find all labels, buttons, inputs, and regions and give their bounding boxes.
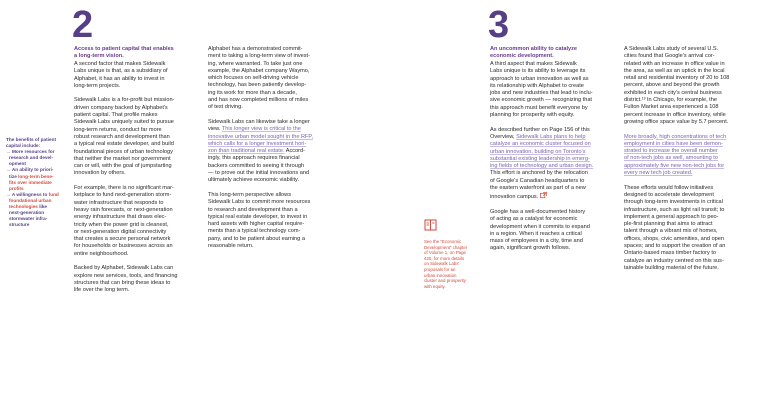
- paragraph: Alphabet has a demonstrated commit- ment to taking a long-term view of invest- ing, where warranted. To take just one example, the Alphabet company Waymo, which focuses on self-driving vehicle technology, has been patiently develop- ing its work for more than a decade, and has now completed millions of miles of test driving.: [208, 46, 310, 111]
- section-3-column-1: [490, 61, 620, 253]
- book-icon: [424, 218, 438, 230]
- callout-item: [6, 149, 72, 167]
- paragraph: These efforts would follow initiatives designed to accelerate development through long-term investments in critical infrastructure, such as light rail transit; to implement a general approach to peo- ple-first planning that aims to attract talent through a vibrant mix of homes, offices, shops, civic amenities, and open spaces; and to support the creation of an Ontario-based mass timber factory to catalyze an industry centred on this sus- tainable building material of the future.: [624, 184, 726, 271]
- callout-item-text: A willingness to: [11, 191, 49, 197]
- callout-item-text: More resources for research and devel- opment: [9, 149, 55, 167]
- text: Sidewalk Labs can likewise take a longer view.: [208, 118, 310, 133]
- section-number-2: 2: [72, 4, 93, 46]
- callout-title: The benefits of patient capital include:: [6, 137, 57, 149]
- section-2-heading: Access to patient capital that enables a long-term vision.: [74, 46, 174, 60]
- paragraph: For example, there is no significant mar- ketplace to fund next-generation storm- water infrastructure that responds to heavy rain forecasts, or next-generation energy infrastructure that draws elec- tricity when the power grid is cleanest, or next-generation digital connectivity that creates a secure personal network for households or businesses across an entire neighbourhood.: [74, 185, 174, 257]
- paragraph: A Sidewalk Labs study of several U.S. cities found that Google's arrival cor- related with an increase in office value in the area, as well as an uptick in the local retail and residential inventory of 20 to 108 percent, above and beyond the growth exhibited in each city's central business district.¹³ In Chicago, for example, the Fulton Market area experienced a 108 percent increase in office inventory, while growing office space value by 5.7 percent.: [624, 46, 730, 125]
- callout-item: [6, 167, 72, 191]
- highlighted-text: This longer view is critical to the innovative urban model sought in the RFP, which calls for a longer investment hori- zon than traditional real estate.: [208, 126, 313, 155]
- paragraph: More broadly, high concentrations of tech employment in cities have been demon- strated to increase the overall number of non-tech jobs as well, amounting to approximately five new non-tech jobs for every new tech job created.: [624, 133, 727, 177]
- callout-item-emphasis: long-term bene- fits over immediate profits: [9, 173, 54, 191]
- highlighted-text: Sidewalk Labs plans to help catalyze an economic cluster focused on urban innovation, building on Toronto's substantial existing leadership in emerg- ing fields of technology and urban design.: [490, 133, 594, 170]
- section-3-column-2: [624, 46, 756, 272]
- section-2-column-2: [208, 46, 338, 250]
- paragraph: [490, 127, 620, 202]
- callout-item: [6, 191, 72, 229]
- link-icon[interactable]: [540, 194, 547, 200]
- paragraph: [208, 119, 338, 185]
- arrow-icon: →: [6, 167, 11, 173]
- section-number-3: 3: [488, 4, 509, 46]
- text: This effort is anchored by the relocation of Google's Canadian headquarters to the eastern waterfront as part of a new innovation campus.: [490, 170, 588, 201]
- paragraph: Sidewalk Labs is a for-profit but mission- driven company backed by Alphabet's patient capital. That profile makes Sidewalk Labs uniquely suited to pursue long-term returns, conduct far more robust research and development than a typical real estate developer, and build foundational pieces of urban technology that neither the market nor government can or will, with the goal of jumpstarting innovation by others.: [74, 97, 175, 177]
- text: As described further on Page 156 of this Overview,: [490, 126, 590, 140]
- paragraph: A third aspect that makes Sidewalk Labs unique is its ability to leverage its approach to urban innovation as well as its relationship with Alphabet to create jobs and new industries that lead to inclu- sive economic growth — recognizing that this approach must benefit everyone by planning for prosperity with equity.: [490, 61, 593, 119]
- paragraph: Google has a well-documented history of acting as a catalyst for economic development when it commits to expand in a region. When it reaches a critical mass of employees in a city, time and again, significant growth follows.: [490, 208, 590, 252]
- arrow-icon: →: [6, 149, 11, 155]
- paragraph: Backed by Alphabet, Sidewalk Labs can explore new services, tools, and financing structures that can bring these ideas to life over the long term.: [74, 265, 178, 294]
- paragraph: A second factor that makes Sidewalk Labs unique is that, as a subsidiary of Alphabet, it has an ability to invest in long-term projects.: [74, 61, 168, 89]
- section-3-heading: An uncommon ability to catalyze economic development.: [490, 46, 578, 60]
- cross-reference-note[interactable]: See the "Economic Development" chapter of Volume 1, on Page 420, for more details on Sidewalk Labs' proposals for an urban innovation cluster and prosperity with equity.: [424, 239, 468, 289]
- section-2-column-1: [74, 61, 202, 295]
- benefits-callout: [6, 137, 72, 228]
- callout-item-text: like next-generation stormwater infra- structure: [9, 204, 48, 228]
- callout-item-emphasis: fund foundational urban technologies: [9, 191, 59, 210]
- callout-item-text: An ability to priori- tize: [9, 167, 54, 179]
- arrow-icon: →: [6, 191, 11, 197]
- text: Accord- ingly, this approach requires financial backers committed to seeing it through — to prove out the initial innovations and ultimately achieve economic viability.: [208, 148, 310, 184]
- paragraph: This long-term perspective allows Sidewalk Labs to commit more resources to research and development than a typical real estate developer, to invest in hard assets with higher capital require- ments than a typical technology com- pany, and to be patient about earning a reasonable return.: [208, 191, 311, 250]
